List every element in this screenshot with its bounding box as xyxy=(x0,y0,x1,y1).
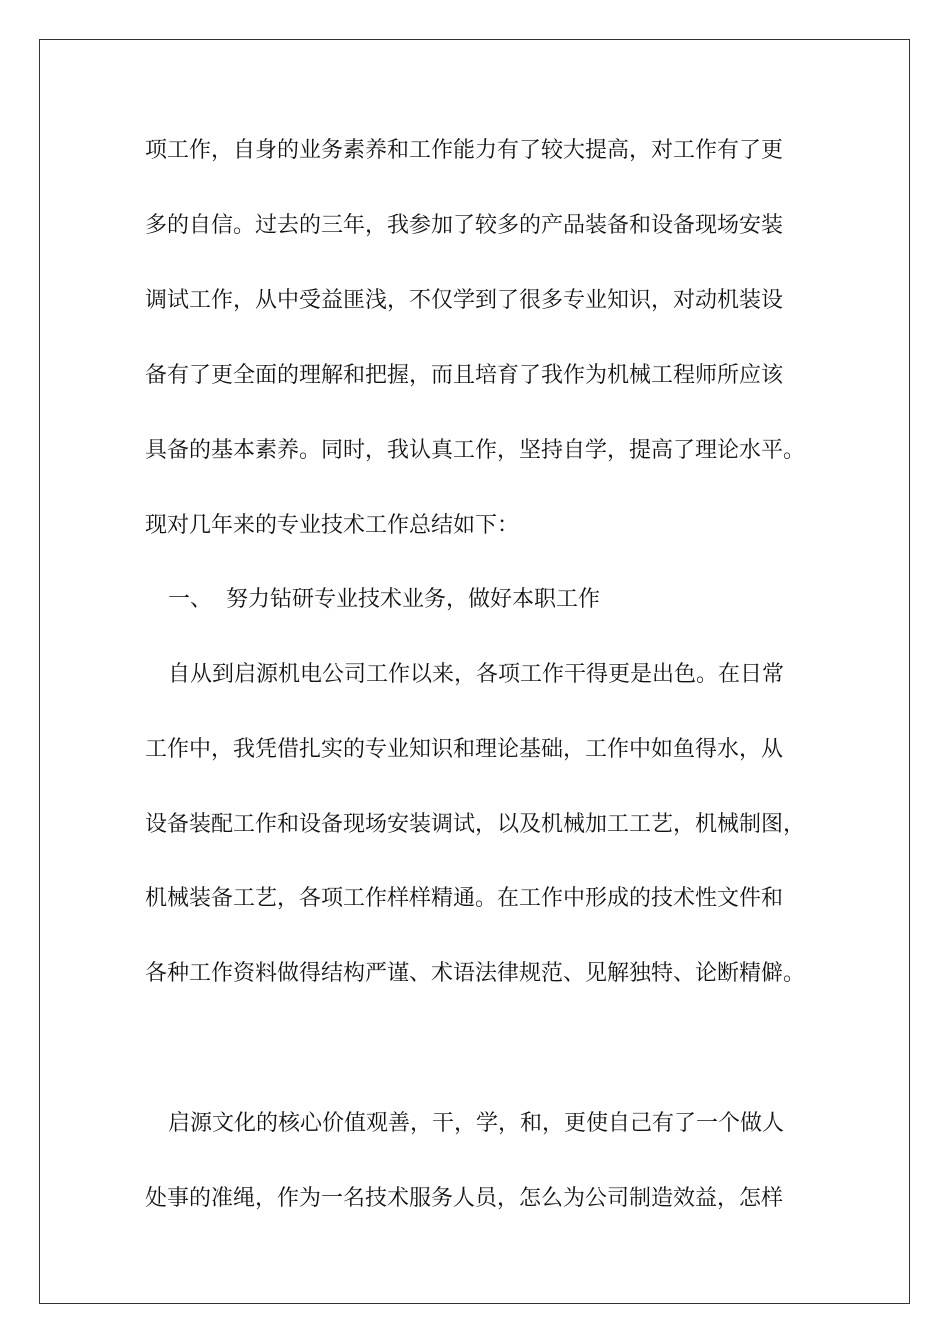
text-line: 备有了更全面的理解和把握，而且培育了我作为机械工程师所应该 xyxy=(145,363,784,388)
text-line: 处事的准绳，作为一名技术服务人员，怎么为公司制造效益，怎样 xyxy=(145,1186,784,1211)
text-line: 设备装配工作和设备现场安装调试，以及机械加工工艺，机械制图， xyxy=(145,812,806,837)
text-line: 启源文化的核心价值观善，干，学，和，更使自己有了一个做人 xyxy=(168,1111,785,1136)
text-line: 调试工作，从中受益匪浅，不仅学到了很多专业知识，对动机装设 xyxy=(145,288,784,313)
text-line: 机械装备工艺，各项工作样样精通。在工作中形成的技术性文件和 xyxy=(145,886,784,911)
text-line: 各种工作资料做得结构严谨、术语法律规范、见解独特、论断精僻。 xyxy=(145,961,806,986)
text-line: 现对几年来的专业技术工作总结如下： xyxy=(145,513,520,538)
section-heading: 一、 努力钻研专业技术业务，做好本职工作 xyxy=(168,587,600,612)
text-line: 项工作，自身的业务素养和工作能力有了较大提高，对工作有了更 xyxy=(145,138,784,163)
text-line: 具备的基本素养。同时，我认真工作，坚持自学，提高了理论水平。 xyxy=(145,438,806,463)
text-line: 多的自信。过去的三年，我参加了较多的产品装备和设备现场安装 xyxy=(145,213,784,238)
text-line: 工作中，我凭借扎实的专业知识和理论基础，工作中如鱼得水，从 xyxy=(145,737,784,762)
text-line: 自从到启源机电公司工作以来，各项工作干得更是出色。在日常 xyxy=(168,662,785,687)
